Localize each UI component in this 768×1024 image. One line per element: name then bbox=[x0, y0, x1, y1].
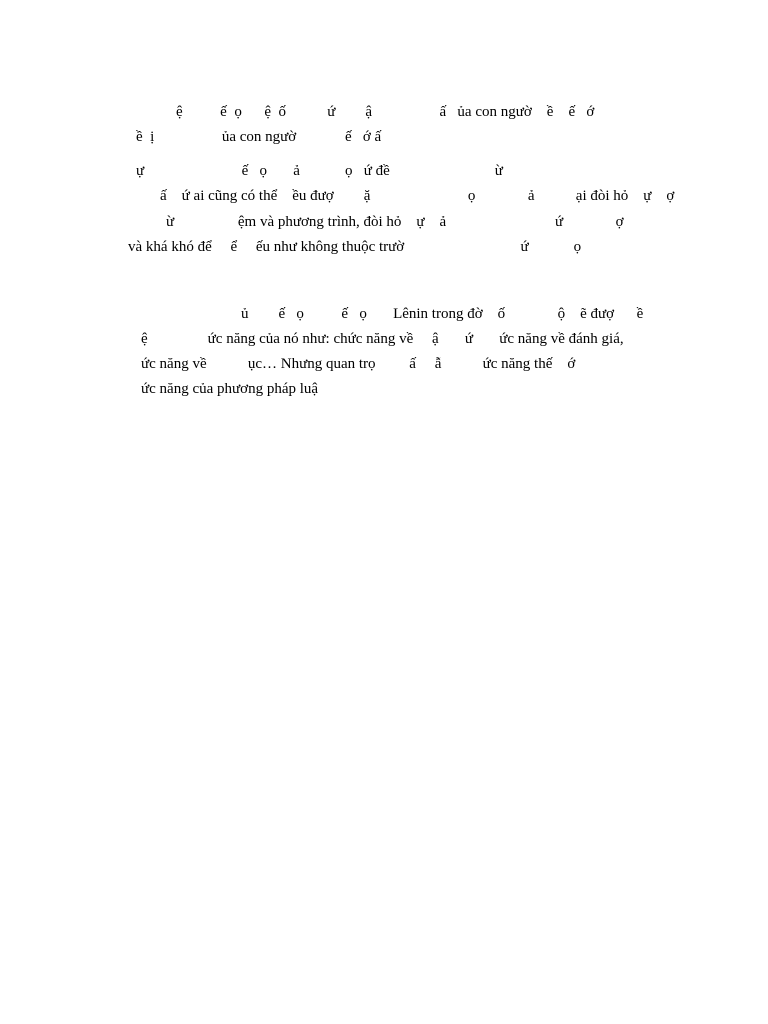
paragraph-3-line-1: ủ ế ọ ế ọ Lênin trong đờ ố ộ ẽ đượ ề bbox=[241, 306, 644, 322]
paragraph-1-line-1: ệ ế ọ ệ ố ứ ậ ấ ủa con ngườ ề ế ớ bbox=[176, 104, 595, 120]
paragraph-3-line-3: ức năng về ục… Nhưng quan trọ ấ ẫ ức năng thế ớ bbox=[141, 356, 576, 372]
paragraph-2-line-3: ừ ệm và phương trình, đòi hỏ ự ả ứ ợ bbox=[166, 214, 624, 230]
paragraph-2-line-1: ự ế ọ ả ọ ứ đề ừ bbox=[136, 163, 503, 179]
paragraph-2-line-2: ấ ứ ai cũng có thể ều đượ ặ ọ ả ại đòi hỏ ự ợ bbox=[160, 188, 675, 204]
paragraph-1-line-2: ề ị ủa con ngườ ế ớ ấ bbox=[136, 129, 382, 145]
paragraph-2-line-4: và khá khó để ể ếu như không thuộc trườ ứ ọ bbox=[128, 239, 582, 255]
paragraph-3-line-2: ệ ức năng của nó như: chức năng về ậ ứ ức năng về đánh giá, bbox=[141, 331, 624, 347]
paragraph-3-line-4: ức năng của phương pháp luậ bbox=[141, 381, 319, 397]
